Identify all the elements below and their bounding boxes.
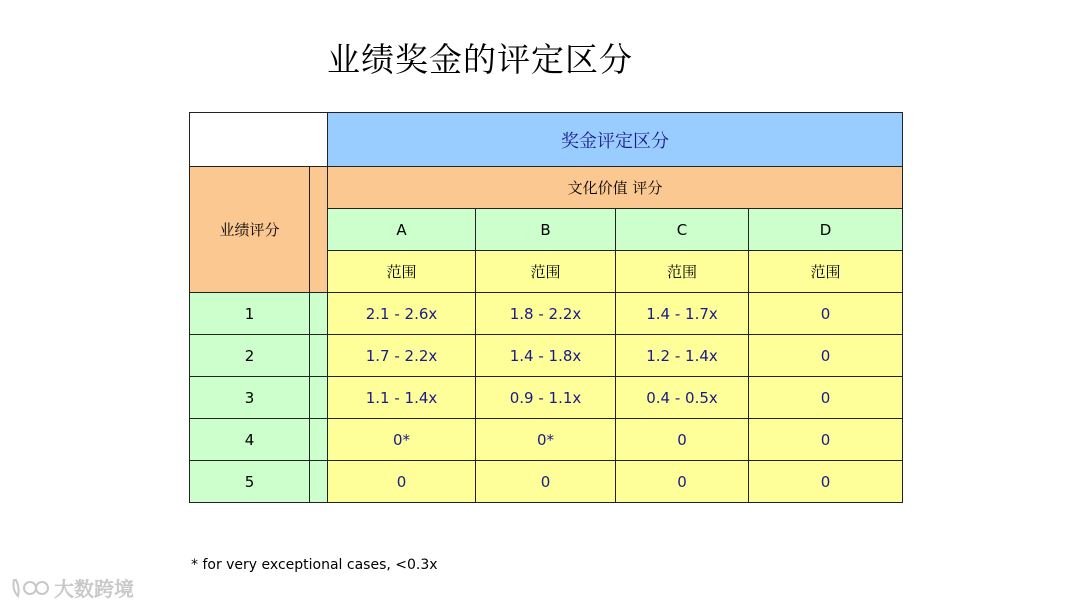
table-row bbox=[190, 377, 903, 419]
bonus-table bbox=[189, 112, 903, 503]
value-cell: 0 bbox=[328, 461, 476, 503]
row-spacer bbox=[310, 335, 328, 377]
table-row bbox=[190, 419, 903, 461]
value-cell: 0* bbox=[476, 419, 616, 461]
row-spacer bbox=[310, 461, 328, 503]
table-row bbox=[190, 335, 903, 377]
value-cell: 1.1 - 1.4x bbox=[328, 377, 476, 419]
watermark-glyph-icon bbox=[10, 576, 50, 600]
value-cell: 1.4 - 1.8x bbox=[476, 335, 616, 377]
row-score: 2 bbox=[190, 335, 310, 377]
row-spacer bbox=[310, 419, 328, 461]
value-cell: 0 bbox=[616, 419, 749, 461]
row-score: 5 bbox=[190, 461, 310, 503]
table-row bbox=[190, 461, 903, 503]
row-score: 4 bbox=[190, 419, 310, 461]
column-header-a: A bbox=[328, 209, 476, 251]
value-cell: 1.4 - 1.7x bbox=[616, 293, 749, 335]
value-cell: 1.2 - 1.4x bbox=[616, 335, 749, 377]
page-title: 业绩奖金的评定区分 bbox=[327, 40, 633, 79]
range-label-c: 范围 bbox=[616, 251, 749, 293]
table-row bbox=[190, 293, 903, 335]
row-spacer bbox=[310, 377, 328, 419]
value-cell: 0 bbox=[476, 461, 616, 503]
value-cell: 1.7 - 2.2x bbox=[328, 335, 476, 377]
value-cell: 0 bbox=[749, 419, 903, 461]
watermark-logo bbox=[10, 573, 134, 602]
value-cell: 0 bbox=[749, 293, 903, 335]
column-header-c: C bbox=[616, 209, 749, 251]
footnote: * for very exceptional cases, <0.3x bbox=[191, 557, 438, 573]
performance-score-header: 业绩评分 bbox=[190, 167, 310, 293]
value-cell: 0 bbox=[616, 461, 749, 503]
watermark-text: 大数跨境 bbox=[54, 577, 134, 601]
value-cell: 2.1 - 2.6x bbox=[328, 293, 476, 335]
value-cell: 1.8 - 2.2x bbox=[476, 293, 616, 335]
row-score: 3 bbox=[190, 377, 310, 419]
bonus-header-cell: 奖金评定区分 bbox=[328, 113, 903, 167]
value-cell: 0 bbox=[749, 461, 903, 503]
spacer-header-cell bbox=[310, 167, 328, 293]
range-label-a: 范围 bbox=[328, 251, 476, 293]
column-header-b: B bbox=[476, 209, 616, 251]
row-spacer bbox=[310, 293, 328, 335]
value-cell: 0.4 - 0.5x bbox=[616, 377, 749, 419]
value-cell: 0.9 - 1.1x bbox=[476, 377, 616, 419]
range-label-b: 范围 bbox=[476, 251, 616, 293]
value-cell: 0 bbox=[749, 335, 903, 377]
row-score: 1 bbox=[190, 293, 310, 335]
culture-score-header: 文化价值 评分 bbox=[328, 167, 903, 209]
value-cell: 0 bbox=[749, 377, 903, 419]
value-cell: 0* bbox=[328, 419, 476, 461]
range-label-d: 范围 bbox=[749, 251, 903, 293]
column-header-d: D bbox=[749, 209, 903, 251]
blank-corner-cell bbox=[190, 113, 328, 167]
